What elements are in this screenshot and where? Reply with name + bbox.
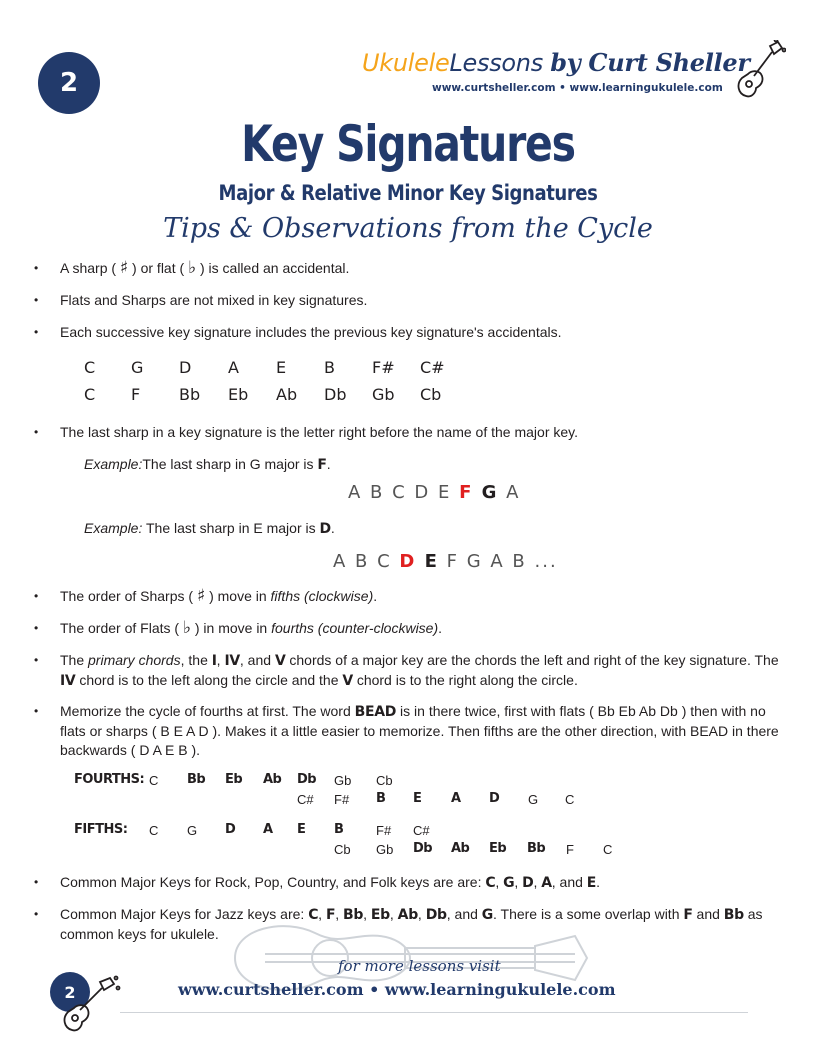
grid-sharp-key: B [324, 358, 335, 377]
tips-title: Tips & Observations from the Cycle [163, 213, 653, 244]
grid-sharp-key: D [179, 358, 192, 377]
key-bold: F [683, 907, 693, 923]
fourths-key: Db [297, 772, 317, 787]
fourths-key: Bb [187, 772, 206, 787]
bullet-text [60, 619, 784, 638]
brand-logo-text [362, 48, 750, 77]
emphasis: fourths (counter-clockwise) [271, 620, 439, 636]
text-span: ) in move in [194, 620, 272, 636]
footer-divider [120, 1012, 748, 1013]
fifths-key: Gb [376, 842, 394, 857]
grid-flat-key: Eb [228, 385, 249, 404]
text-span: . [330, 520, 335, 536]
key-bold: D [522, 875, 534, 891]
bullet-dot: • [34, 704, 39, 718]
key-bold: F [325, 907, 336, 923]
alpha-post: A [498, 482, 521, 503]
bead-word: BEAD [354, 704, 397, 720]
text-span: . [373, 588, 378, 604]
key-bold: Bb [343, 907, 364, 923]
cycle-table [0, 770, 816, 860]
grid-flat-key: Ab [276, 385, 298, 404]
chord-numeral: V [342, 673, 353, 689]
alpha-red: D [399, 551, 417, 572]
fifths-key: Ab [451, 841, 470, 856]
flat-icon: ♭ [188, 258, 197, 278]
fifths-key: Eb [489, 841, 507, 856]
fourths-key: Ab [263, 772, 282, 787]
header-sites: www.curtsheller.com • www.learningukulele.com [432, 82, 723, 94]
text-span: is in there twice, first with flats ( Bb Eb Ab Db ) then with no flats or sharps ( B E A D ). Makes it a little easier to memorize. Then fifths are the other direction, with BEAD in there backwards ( D A E B ). [60, 703, 779, 758]
sharp-icon: ♯ [119, 258, 129, 278]
bullet-text: Each successive key signature includes the previous key signature's accidentals. [60, 324, 562, 340]
text-span: , and [551, 874, 587, 890]
text-span: , the [180, 652, 212, 668]
footer-page-number: 2 [64, 982, 76, 1002]
text-span: . There is a some overlap with [492, 906, 684, 922]
fifths-key: F [566, 842, 574, 857]
text-span: The last sharp in E major is [142, 520, 320, 536]
key-bold: G [481, 907, 493, 923]
fifths-key: C# [413, 823, 430, 838]
bullet-dot: • [34, 875, 39, 889]
fourths-key: C [149, 773, 159, 788]
grid-flat-key: F [131, 385, 141, 404]
text-span: Common Major Keys for Rock, Pop, Country, and Folk keys are are: [60, 874, 486, 890]
flat-icon: ♭ [182, 618, 191, 638]
fifths-key: A [263, 822, 273, 837]
fourths-key: G [528, 792, 539, 807]
text-span: The last sharp in G major is [142, 456, 318, 472]
key-bold: G [503, 875, 515, 891]
text-span: , [417, 906, 426, 922]
bullet-text [60, 905, 784, 944]
text-span: , [389, 906, 398, 922]
text-span: . [326, 456, 331, 472]
subtitle-wrap [0, 181, 816, 205]
page-subtitle: Major & Relative Minor Key Signatures [218, 181, 598, 205]
tips-wrap [0, 213, 816, 244]
grid-sharp-key: A [228, 358, 239, 377]
text-span: ) move in [209, 588, 271, 604]
page-number: 2 [59, 68, 79, 98]
grid-flat-key: Cb [420, 385, 442, 404]
grid-sharp-key: F# [372, 358, 395, 377]
chord-numeral: V [274, 653, 286, 669]
bullet-dot: • [34, 589, 39, 603]
fourths-key: Gb [334, 773, 352, 788]
bullet-dot: • [34, 325, 39, 339]
key-highlight: D [319, 521, 331, 537]
chord-numeral: IV [224, 653, 240, 669]
fourths-key: D [489, 791, 500, 806]
example-label: Example: [84, 456, 143, 472]
fifths-key: Cb [334, 842, 351, 857]
bullet-dot: • [34, 907, 39, 921]
key-bold: Eb [370, 907, 390, 923]
grid-sharp-key: E [276, 358, 287, 377]
bullet-text [60, 702, 784, 760]
chord-numeral: I [211, 653, 217, 669]
bullet-dot: • [34, 261, 39, 275]
fifths-label-colon: : [122, 822, 128, 837]
key-bold: Db [425, 907, 447, 923]
bullet-dot: • [34, 293, 39, 307]
key-bold: C [308, 907, 319, 923]
fourths-key: C [565, 792, 575, 807]
fifths-key: Db [413, 841, 433, 856]
text-span: , and [446, 906, 482, 922]
fifths-key: D [225, 822, 236, 837]
brand-by: by Curt Sheller [550, 48, 750, 77]
bullet-dot: • [34, 653, 39, 667]
page-number-badge [38, 52, 100, 114]
fifths-key: G [187, 823, 198, 838]
alpha-pre: A B C D E [348, 482, 460, 503]
bullet-text: Flats and Sharps are not mixed in key signatures. [60, 292, 368, 308]
text-span: The order of Sharps ( [60, 588, 194, 604]
example-2 [84, 519, 335, 539]
key-bold: E [586, 875, 597, 891]
fourths-key: A [451, 791, 461, 806]
bullet-text [60, 259, 784, 278]
bullet-text [60, 587, 784, 606]
fifths-key: B [334, 822, 344, 837]
text-span: Common Major Keys for Jazz keys are: [60, 906, 309, 922]
text-span: as common keys for ukulele. [60, 906, 763, 942]
grid-flat-key: Gb [372, 385, 395, 404]
bullet-dot: • [34, 425, 39, 439]
fourths-key: B [376, 791, 386, 806]
text-span: ) is called an accidental. [199, 260, 350, 276]
fifths-key: C [603, 842, 613, 857]
text-span: , [216, 652, 225, 668]
alpha-post: F G A B ... [438, 551, 558, 572]
fifths-key: F# [376, 823, 392, 838]
text-span: , [363, 906, 371, 922]
grid-flat-key: Bb [179, 385, 201, 404]
fourths-label [74, 772, 144, 787]
fourths-key: E [413, 791, 422, 806]
text-span: The [60, 652, 89, 668]
footer-more-lessons: for more lessons visit [338, 957, 501, 975]
key-bold: C [485, 875, 496, 891]
fourths-label-colon: : [139, 772, 145, 787]
bullet-text [60, 873, 784, 893]
fourths-key: Eb [225, 772, 243, 787]
fifths-key: C [149, 823, 159, 838]
sharp-icon: ♯ [196, 586, 206, 606]
bullet-dot: • [34, 621, 39, 635]
alphabet-example-1 [348, 482, 520, 503]
grid-sharp-key: C# [420, 358, 445, 377]
fourths-key: F# [334, 792, 350, 807]
key-bold: A [541, 875, 552, 891]
footer-urls: www.curtsheller.com • www.learningukulele.com [178, 980, 616, 999]
emphasis: primary chords [88, 652, 181, 668]
text-span: ) or flat ( [132, 260, 185, 276]
grid-sharp-key: C [84, 358, 96, 377]
grid-flat-key: C [84, 385, 96, 404]
bullet-text: The last sharp in a key signature is the letter right before the name of the major key. [60, 424, 579, 440]
emphasis: fifths (clockwise) [270, 588, 374, 604]
text-span: Memorize the cycle of fourths at first. The word [60, 703, 355, 719]
text-span: , [514, 874, 523, 890]
text-span: and [692, 906, 724, 922]
text-span: , [318, 906, 326, 922]
fifths-label-text: FIFTHS [74, 822, 123, 837]
alpha-red: F [459, 482, 474, 503]
fifths-key: E [297, 822, 306, 837]
text-span: chord is to the right along the circle. [352, 672, 578, 688]
text-span: , [335, 906, 343, 922]
fifths-key: Bb [527, 841, 546, 856]
alphabet-example-2 [333, 551, 558, 572]
text-span: . [438, 620, 443, 636]
key-bold: Ab [397, 907, 418, 923]
key-highlight: F [317, 457, 327, 473]
alpha-bold: E [416, 551, 439, 572]
text-span: The order of Flats ( [60, 620, 180, 636]
fourths-key: Cb [376, 773, 393, 788]
text-span: A sharp ( [60, 260, 117, 276]
grid-sharp-key: G [131, 358, 144, 377]
key-bold: Bb [723, 907, 744, 923]
alpha-pre: A B C [333, 551, 400, 572]
alpha-bold: G [473, 482, 499, 503]
brand-lessons: Lessons [449, 49, 543, 77]
fourths-label-text: FOURTHS [74, 772, 140, 787]
fourths-key: C# [297, 792, 314, 807]
footer-ukulele-icon [62, 974, 124, 1032]
title-wrap [0, 115, 816, 173]
text-span: chords of a major key are the chords the left and right of the key signature. The [285, 652, 779, 668]
chord-numeral: IV [60, 673, 76, 689]
text-span: , [533, 874, 542, 890]
brand-ukulele: Ukulele [362, 49, 450, 77]
example-1 [84, 455, 331, 475]
grid-flat-key: Db [324, 385, 347, 404]
text-span: , [495, 874, 504, 890]
key-signature-grid [0, 358, 816, 408]
text-span: chord is to the left along the circle and the [75, 672, 343, 688]
text-span: , and [239, 652, 275, 668]
page-title: Key Signatures [241, 115, 575, 173]
text-span: . [596, 874, 600, 890]
fifths-label [74, 822, 127, 837]
ukulele-logo-icon [734, 40, 786, 100]
bullet-text [60, 651, 784, 691]
example-label: Example: [84, 520, 143, 536]
